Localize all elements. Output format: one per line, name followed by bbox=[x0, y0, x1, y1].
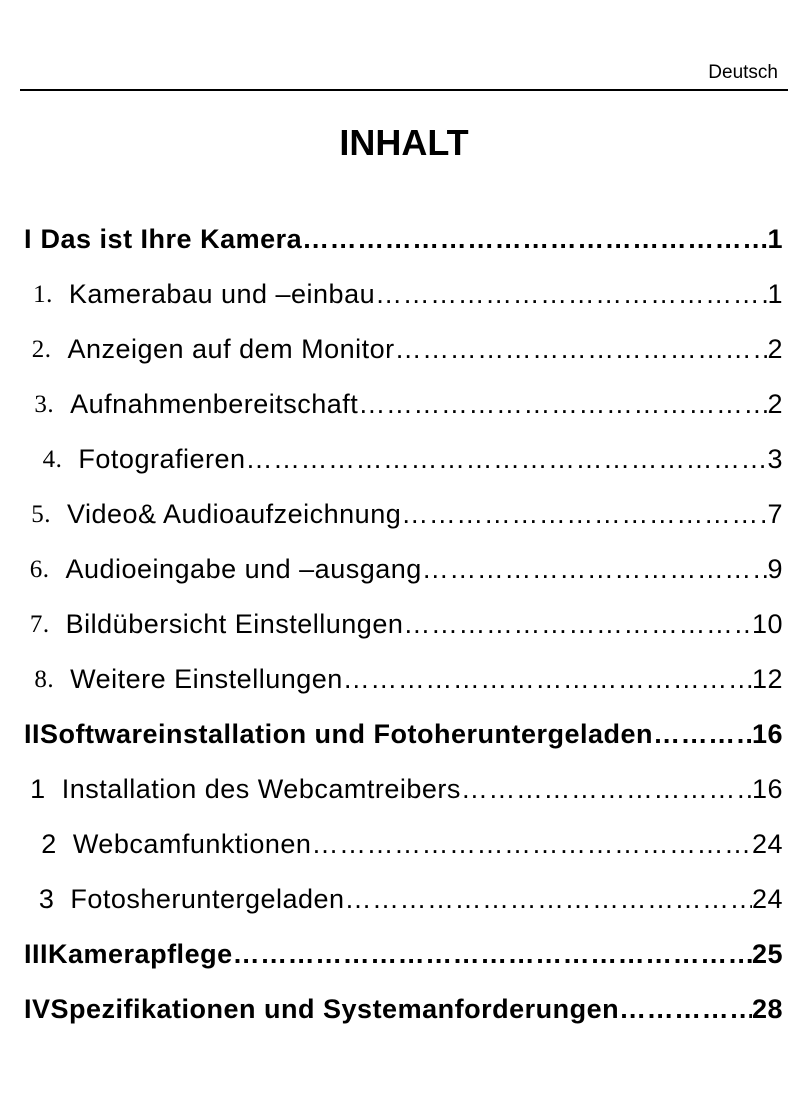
toc-chapter-entry bbox=[24, 982, 783, 1037]
toc-entry-page: 12 bbox=[751, 664, 783, 694]
toc-entry-label: Fotosheruntergeladen bbox=[70, 884, 345, 914]
toc-entry-number: 3 bbox=[38, 884, 55, 914]
toc-entry-number: I bbox=[24, 224, 33, 254]
toc-entry-label: Webcamfunktionen bbox=[72, 829, 312, 859]
toc-leader-dots bbox=[401, 499, 767, 530]
toc-chapter-entry bbox=[24, 212, 783, 267]
toc-entry-page: 25 bbox=[751, 939, 783, 969]
toc-section-entry bbox=[24, 322, 783, 377]
toc-entry-label: Bildübersicht Einstellungen bbox=[65, 609, 404, 639]
toc-entry-page: 24 bbox=[751, 884, 783, 914]
toc-leader-dots bbox=[395, 334, 768, 365]
toc-entry-number: 1. bbox=[33, 280, 53, 308]
toc-entry-page: 10 bbox=[751, 609, 783, 639]
toc-chapter-entry bbox=[24, 927, 783, 982]
toc-leader-dots bbox=[246, 444, 768, 475]
toc-entry-page: 2 bbox=[767, 334, 783, 364]
toc-entry-label: Installation des Webcamtreibers bbox=[61, 774, 461, 804]
toc-entry-label: Spezifikationen und Systemanforderungen bbox=[50, 994, 620, 1024]
toc-entry-page: 2 bbox=[767, 389, 783, 419]
toc-entry-number: IV bbox=[24, 994, 51, 1024]
toc-entry-label: Das ist Ihre Kamera bbox=[40, 224, 303, 254]
toc-section-entry bbox=[24, 487, 783, 542]
toc-entry-number: 2 bbox=[41, 829, 57, 859]
toc-entry-number: 8. bbox=[34, 665, 55, 693]
toc-entry-page: 9 bbox=[767, 554, 783, 584]
toc-leader-dots bbox=[375, 279, 767, 310]
toc-leader-dots bbox=[233, 939, 752, 970]
toc-entry-label: Fotografieren bbox=[78, 444, 246, 474]
header-rule bbox=[20, 89, 788, 91]
toc-entry-page: 16 bbox=[751, 774, 783, 804]
toc-entry-label: Kamerapflege bbox=[48, 939, 233, 969]
toc-entry-number: II bbox=[24, 719, 41, 749]
toc-section-entry bbox=[24, 267, 783, 322]
toc-section-entry bbox=[24, 597, 783, 652]
toc-section-entry bbox=[24, 872, 783, 927]
toc-leader-dots bbox=[302, 224, 767, 255]
toc-section-entry bbox=[24, 542, 783, 597]
toc-entry-label: Video& Audioaufzeichnung bbox=[66, 499, 402, 529]
toc-section-entry bbox=[24, 762, 783, 817]
toc-leader-dots bbox=[311, 829, 752, 860]
toc-entry-page: 28 bbox=[751, 994, 783, 1024]
toc-leader-dots bbox=[358, 389, 767, 420]
page-title: INHALT bbox=[339, 122, 469, 164]
toc-leader-dots bbox=[403, 609, 752, 640]
toc-leader-dots bbox=[422, 554, 768, 585]
toc-entry-number: 7. bbox=[29, 610, 50, 638]
toc-leader-dots bbox=[461, 774, 752, 805]
toc-entry-page: 24 bbox=[751, 829, 783, 859]
toc-chapter-entry bbox=[24, 707, 783, 762]
toc-entry-number: 2. bbox=[31, 335, 52, 363]
toc-leader-dots bbox=[653, 719, 752, 750]
toc-entry-label: Audioeingabe und –ausgang bbox=[65, 554, 422, 584]
toc-leader-dots bbox=[343, 664, 752, 695]
toc-entry-label: Weitere Einstellungen bbox=[70, 664, 343, 694]
toc-section-entry bbox=[24, 432, 783, 487]
toc-entry-label: Aufnahmenbereitschaft bbox=[70, 389, 359, 419]
toc-section-entry bbox=[24, 652, 783, 707]
toc-entry-number: III bbox=[24, 939, 49, 969]
toc-entry-number: 4. bbox=[42, 445, 63, 473]
toc-entry-label: Softwareinstallation und Fotoheruntergeladen bbox=[40, 719, 654, 749]
toc-entry-number: 1 bbox=[30, 774, 46, 804]
toc-entry-page: 1 bbox=[767, 224, 783, 254]
toc-entry-number: 5. bbox=[31, 500, 51, 528]
toc-entry-label: Anzeigen auf dem Monitor bbox=[67, 334, 395, 364]
language-label: Deutsch bbox=[708, 62, 778, 83]
toc-entry-number: 6. bbox=[29, 555, 50, 583]
toc-entry-page: 16 bbox=[751, 719, 783, 749]
toc-entry-page: 7 bbox=[767, 499, 783, 529]
toc-leader-dots bbox=[619, 994, 752, 1025]
toc-section-entry bbox=[24, 817, 783, 872]
toc-section-entry bbox=[24, 377, 783, 432]
toc-entry-page: 3 bbox=[767, 444, 783, 474]
toc-entry-page: 1 bbox=[767, 279, 783, 309]
toc-entry-label: Kamerabau und –einbau bbox=[68, 279, 376, 309]
toc-entry-number: 3. bbox=[34, 390, 55, 418]
toc-leader-dots bbox=[345, 884, 752, 915]
table-of-contents bbox=[24, 212, 783, 1037]
